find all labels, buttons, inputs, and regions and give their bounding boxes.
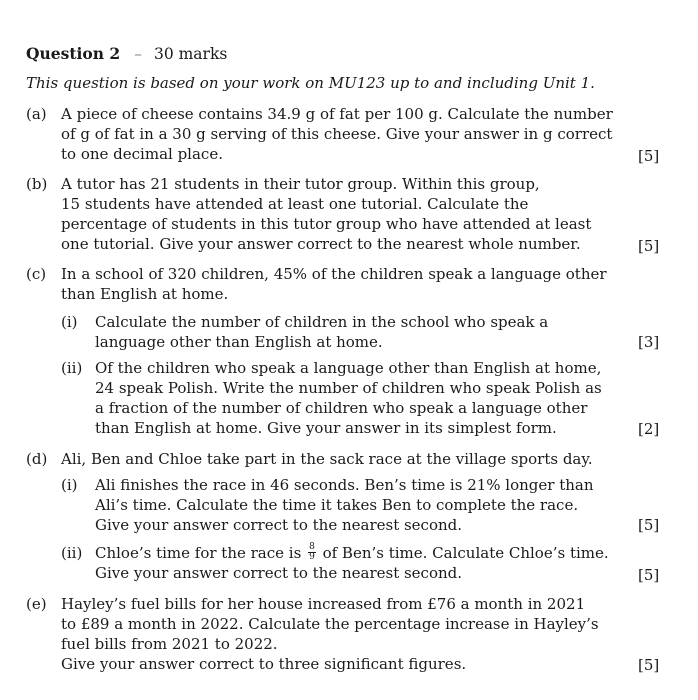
question-header <box>26 44 227 64</box>
part-a-marks: [5] <box>638 147 660 165</box>
part-c-i-text <box>95 312 585 352</box>
part-c-ii-line: 24 speak Polish. Write the number of children who speak Polish as <box>95 379 602 397</box>
fraction-numerator: 8 <box>309 541 315 552</box>
part-a-text <box>61 104 613 164</box>
part-b-line: percentage of students in this tutor group who have attended at least <box>61 215 592 233</box>
part-e-line: to £89 a month in 2022. Calculate the percentage increase in Hayley’s <box>61 615 599 633</box>
part-c-i-marks: [3] <box>638 333 660 351</box>
part-e-line: Hayley’s fuel bills for her house increased from £76 a month in 2021 <box>61 595 586 613</box>
part-c-ii-text <box>95 358 602 438</box>
part-d-i-line: Give your answer correct to the nearest second. <box>95 516 463 534</box>
fraction-denominator: 9 <box>309 551 315 562</box>
part-e-text <box>61 594 601 674</box>
part-d-ii-text-before: Chloe’s time for the race is <box>95 544 302 562</box>
part-d-i-marks: [5] <box>638 516 660 534</box>
question-title: Question 2 <box>26 44 121 63</box>
part-d-i-line: Ali finishes the race in 46 seconds. Ben’s time is 21% longer than <box>95 476 594 494</box>
part-c-i-line: language other than English at home. <box>95 333 383 351</box>
part-b-text <box>61 174 601 254</box>
part-a-line: to one decimal place. <box>61 145 223 163</box>
part-c-i-line: Calculate the number of children in the school who speak a <box>95 313 549 331</box>
part-e-marks: [5] <box>638 656 660 674</box>
part-c-ii-line: Of the children who speak a language other than English at home, <box>95 359 602 377</box>
part-d-ii-line <box>95 541 609 563</box>
part-c-ii-label: (ii) <box>61 359 83 377</box>
part-e-line: Give your answer correct to three significant figures. <box>61 655 467 673</box>
part-b-label: (b) <box>26 175 48 193</box>
part-c-ii-marks: [2] <box>638 420 660 438</box>
part-d-i-text <box>95 475 594 535</box>
part-d-ii-text-after: of Ben’s time. Calculate Chloe’s time. <box>322 544 609 562</box>
part-b-line: A tutor has 21 students in their tutor group. Within this group, <box>61 175 540 193</box>
part-d-ii-line: Give your answer correct to the nearest second. <box>95 564 463 582</box>
part-b-marks: [5] <box>638 237 660 255</box>
part-d-i-line: Ali’s time. Calculate the time it takes Ben to complete the race. <box>95 496 579 514</box>
part-c-ii-line: a fraction of the number of children who speak a language other <box>95 399 588 417</box>
part-b-line: one tutorial. Give your answer correct to the nearest whole number. <box>61 235 581 253</box>
part-d-line: Ali, Ben and Chloe take part in the sack race at the village sports day. <box>61 450 593 468</box>
part-c-label: (c) <box>26 265 47 283</box>
question-intro: This question is based on your work on MU123 up to and including Unit 1. <box>26 74 595 92</box>
part-a-line: A piece of cheese contains 34.9 g of fat per 100 g. Calculate the number <box>61 105 613 123</box>
part-c-i-label: (i) <box>61 313 78 331</box>
part-c-line: than English at home. <box>61 285 229 303</box>
part-d-ii-text <box>95 541 609 583</box>
part-d-ii-label: (ii) <box>61 544 83 562</box>
part-b-line: 15 students have attended at least one tutorial. Calculate the <box>61 195 529 213</box>
part-d-ii-marks: [5] <box>638 566 660 584</box>
part-e-line: fuel bills from 2021 to 2022. <box>61 635 278 653</box>
header-separator: – <box>134 45 142 63</box>
fraction-eight-ninths <box>308 543 316 562</box>
question-total-marks: 30 marks <box>153 45 228 63</box>
part-a-line: of g of fat in a 30 g serving of this cheese. Give your answer in g correct <box>61 125 613 143</box>
part-d-label: (d) <box>26 450 48 468</box>
part-c-ii-line: than English at home. Give your answer in its simplest form. <box>95 419 557 437</box>
part-d-text <box>61 449 601 469</box>
part-e-label: (e) <box>26 595 47 613</box>
part-d-i-label: (i) <box>61 476 78 494</box>
part-c-text <box>61 264 607 304</box>
part-c-line: In a school of 320 children, 45% of the children speak a language other <box>61 265 607 283</box>
part-a-label: (a) <box>26 105 47 123</box>
